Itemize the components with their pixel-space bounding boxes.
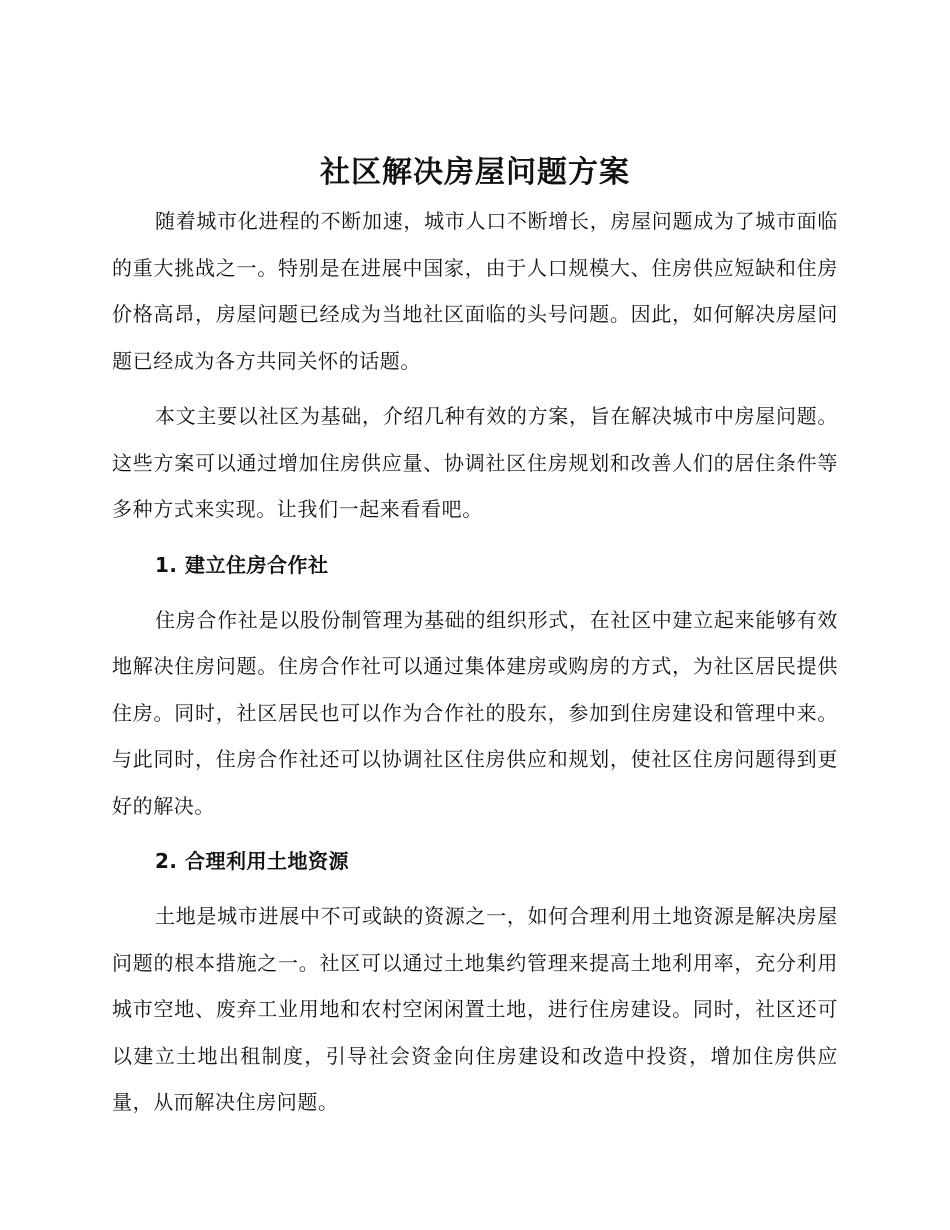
paragraph-gap (112, 384, 838, 393)
section-body-1: 住房合作社是以股份制管理为基础的组织形式，在社区中建立起来能够有效地解决住房问题。住房合作社可以通过集体建房或购房的方式，为社区居民提供住房。同时，社区居民也可以作为合作社的股东，参加到住房建设和管理中来。与此同时，住房合作社还可以协调社区住房供应和规划，使社区住房问题得到更好的解决。 (112, 607, 838, 818)
intro-paragraph-1: 随着城市化进程的不断加速，城市人口不断增长，房屋问题成为了城市面临的重大挑战之一。特别是在进展中国家，由于人口规模大、住房供应短缺和住房价格高昂，房屋问题已经成为当地社区面临的头号问题。因此，如何解决房屋问题已经成为各方共同关怀的话题。 (112, 209, 838, 373)
document-page (112, 150, 838, 1126)
document-title: 社区解决房屋问题方案 (320, 155, 630, 190)
intro-paragraph-2: 本文主要以社区为基础，介绍几种有效的方案，旨在解决城市中房屋问题。这些方案可以通过增加住房供应量、协调社区住房规划和改善人们的居住条件等多种方式来实现。让我们一起来看看吧。 (112, 404, 838, 521)
section-heading-1: 1. 建立住房合作社 (155, 552, 329, 577)
paragraph-gap (112, 884, 838, 893)
paragraph-gap (112, 533, 838, 542)
section-body-2: 土地是城市进展中不可或缺的资源之一，如何合理利用土地资源是解决房屋问题的根本措施之一。社区可以通过土地集约管理来提高土地利用率，充分利用城市空地、废弃工业用地和农村空闲闲置土地，进行住房建设。同时，社区还可以建立土地出租制度，引导社会资金向住房建设和改造中投资，增加住房供应量，从而解决住房问题。 (112, 904, 838, 1114)
paragraph-gap (112, 588, 838, 597)
paragraph-gap (112, 829, 838, 838)
section-heading-2: 2. 合理利用土地资源 (155, 849, 349, 873)
